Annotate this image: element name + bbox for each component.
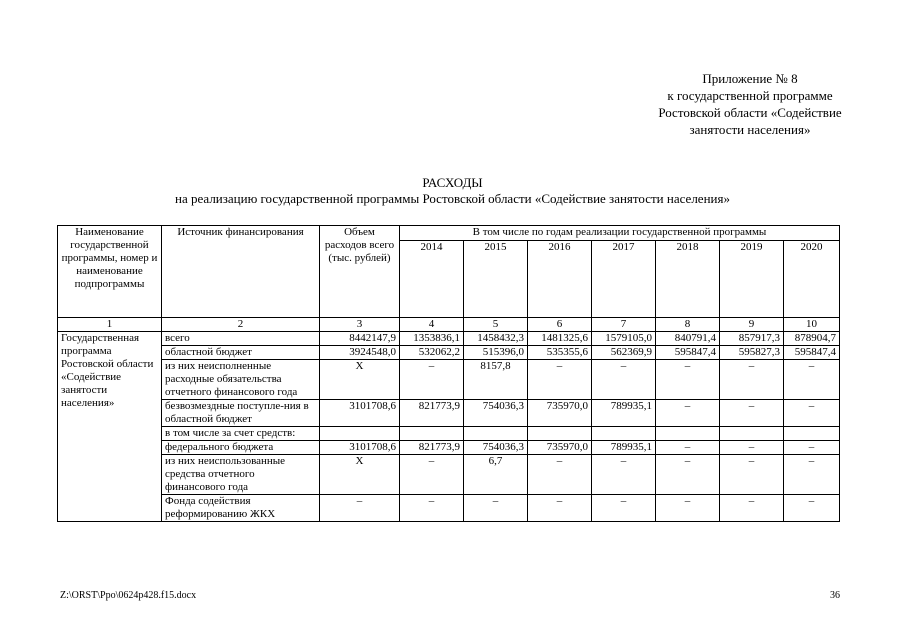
year-cell xyxy=(784,427,840,441)
year-cell xyxy=(528,427,592,441)
year-cell: – xyxy=(656,495,720,522)
source-cell: Фонда содействия реформированию ЖКХ xyxy=(162,495,320,522)
source-cell: в том числе за счет средств: xyxy=(162,427,320,441)
year-cell: – xyxy=(720,360,784,400)
year-cell: – xyxy=(720,495,784,522)
year-cell: – xyxy=(656,441,720,455)
table-row xyxy=(58,427,840,441)
document-title xyxy=(0,175,905,207)
table-row xyxy=(58,495,840,522)
year-cell xyxy=(656,427,720,441)
source-cell: областной бюджет xyxy=(162,346,320,360)
year-cell: 878904,7 xyxy=(784,332,840,346)
year-cell: 515396,0 xyxy=(464,346,528,360)
year-cell xyxy=(592,427,656,441)
year-cell: 595847,4 xyxy=(784,346,840,360)
year-cell: – xyxy=(784,455,840,495)
year-cell: – xyxy=(656,400,720,427)
col-number: 6 xyxy=(528,318,592,332)
year-cell: – xyxy=(592,495,656,522)
total-cell xyxy=(320,427,400,441)
year-cell: 595827,3 xyxy=(720,346,784,360)
expenses-table xyxy=(57,225,840,522)
col-number: 4 xyxy=(400,318,464,332)
header-year: 2017 xyxy=(592,241,656,318)
year-cell: 821773,9 xyxy=(400,400,464,427)
source-cell: из них неисполненные расходные обязательства отчетного финансового года xyxy=(162,360,320,400)
year-cell: 821773,9 xyxy=(400,441,464,455)
header-row-1 xyxy=(58,226,840,241)
year-cell: – xyxy=(400,455,464,495)
year-cell: 535355,6 xyxy=(528,346,592,360)
year-cell: – xyxy=(592,360,656,400)
source-cell: безвозмездные поступле-ния в областной бюджет xyxy=(162,400,320,427)
source-cell: из них неиспользованные средства отчетного финансового года xyxy=(162,455,320,495)
year-cell: – xyxy=(656,360,720,400)
year-cell: – xyxy=(464,495,528,522)
year-cell: – xyxy=(656,455,720,495)
appendix-line-2: к государственной программе xyxy=(667,88,833,103)
year-cell: 789935,1 xyxy=(592,441,656,455)
year-cell: – xyxy=(400,495,464,522)
header-volume: Объем расходов всего (тыс. рублей) xyxy=(320,226,400,318)
year-cell: 1353836,1 xyxy=(400,332,464,346)
total-cell: 3924548,0 xyxy=(320,346,400,360)
year-cell: – xyxy=(720,455,784,495)
header-year: 2019 xyxy=(720,241,784,318)
total-cell: 8442147,9 xyxy=(320,332,400,346)
column-numbers-row xyxy=(58,318,840,332)
year-cell: – xyxy=(592,455,656,495)
year-cell: 1481325,6 xyxy=(528,332,592,346)
year-cell: – xyxy=(528,360,592,400)
header-name: Наименование государственной программы, номер и наименование подпрограммы xyxy=(58,226,162,318)
header-year: 2014 xyxy=(400,241,464,318)
source-cell: федерального бюджета xyxy=(162,441,320,455)
year-cell: 8157,8 xyxy=(464,360,528,400)
year-cell: 735970,0 xyxy=(528,400,592,427)
col-number: 2 xyxy=(162,318,320,332)
total-cell: 3101708,6 xyxy=(320,400,400,427)
year-cell: – xyxy=(720,441,784,455)
year-cell: 562369,9 xyxy=(592,346,656,360)
year-cell xyxy=(464,427,528,441)
program-name: Государственная программа Ростовской области «Содействие занятости населения» xyxy=(58,332,162,522)
source-cell: всего xyxy=(162,332,320,346)
year-cell: 735970,0 xyxy=(528,441,592,455)
year-cell xyxy=(720,427,784,441)
total-cell: 3101708,6 xyxy=(320,441,400,455)
col-number: 5 xyxy=(464,318,528,332)
header-year: 2018 xyxy=(656,241,720,318)
total-cell: – xyxy=(320,495,400,522)
total-cell: Х xyxy=(320,360,400,400)
year-cell: – xyxy=(784,441,840,455)
col-number: 7 xyxy=(592,318,656,332)
year-cell: – xyxy=(400,360,464,400)
appendix-line-1: Приложение № 8 xyxy=(702,71,798,86)
header-years-span: В том числе по годам реализации государственной программы xyxy=(400,226,840,241)
title-main: РАСХОДЫ xyxy=(422,175,483,190)
table-row xyxy=(58,346,840,360)
year-cell: 595847,4 xyxy=(656,346,720,360)
year-cell: – xyxy=(528,495,592,522)
year-cell: 1579105,0 xyxy=(592,332,656,346)
table-row xyxy=(58,360,840,400)
appendix-line-3: Ростовской области «Содействие xyxy=(658,105,842,120)
col-number: 1 xyxy=(58,318,162,332)
year-cell: 1458432,3 xyxy=(464,332,528,346)
appendix-line-4: занятости населения» xyxy=(689,122,811,137)
year-cell: – xyxy=(784,400,840,427)
footer-page-number: 36 xyxy=(830,590,840,601)
header-year: 2020 xyxy=(784,241,840,318)
year-cell: – xyxy=(784,360,840,400)
year-cell xyxy=(400,427,464,441)
table-row xyxy=(58,400,840,427)
col-number: 9 xyxy=(720,318,784,332)
appendix-header xyxy=(600,70,900,138)
title-sub: на реализацию государственной программы Ростовской области «Содействие занятости населения» xyxy=(175,191,730,206)
header-source: Источник финансирования xyxy=(162,226,320,318)
year-cell: – xyxy=(784,495,840,522)
year-cell: 840791,4 xyxy=(656,332,720,346)
footer-file-path: Z:\ORST\Ppo\0624p428.f15.docx xyxy=(60,590,197,601)
year-cell: 754036,3 xyxy=(464,441,528,455)
year-cell: 857917,3 xyxy=(720,332,784,346)
col-number: 8 xyxy=(656,318,720,332)
year-cell: 789935,1 xyxy=(592,400,656,427)
total-cell: Х xyxy=(320,455,400,495)
year-cell: – xyxy=(720,400,784,427)
year-cell: 754036,3 xyxy=(464,400,528,427)
year-cell: 6,7 xyxy=(464,455,528,495)
table-row xyxy=(58,455,840,495)
col-number: 3 xyxy=(320,318,400,332)
year-cell: 532062,2 xyxy=(400,346,464,360)
table-row xyxy=(58,332,840,346)
header-year: 2015 xyxy=(464,241,528,318)
col-number: 10 xyxy=(784,318,840,332)
year-cell: – xyxy=(528,455,592,495)
table-row xyxy=(58,441,840,455)
header-year: 2016 xyxy=(528,241,592,318)
